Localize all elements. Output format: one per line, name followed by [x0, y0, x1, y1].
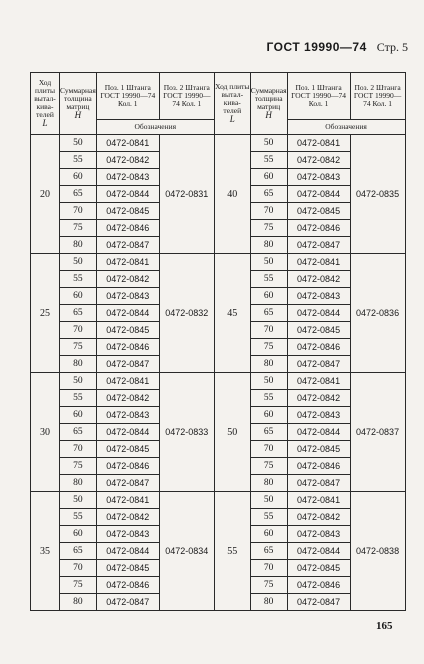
poz1-code-left: 0472-0841 [96, 254, 159, 271]
poz1-code-right: 0472-0842 [287, 390, 350, 407]
hod-value-left: 30 [31, 373, 60, 492]
poz1-code-right: 0472-0844 [287, 543, 350, 560]
thickness-value-left: 65 [60, 186, 97, 203]
poz1-code-right: 0472-0843 [287, 407, 350, 424]
poz2-code-right: 0472-0836 [350, 254, 405, 373]
page-header [267, 40, 408, 55]
gost-number: ГОСТ 19990—74 [266, 40, 367, 54]
thickness-value-left: 80 [60, 475, 97, 492]
thickness-value-left: 65 [60, 424, 97, 441]
poz1-code-left: 0472-0843 [96, 288, 159, 305]
poz1-code-left: 0472-0846 [96, 220, 159, 237]
col-header-poz2-left: Поз. 2 Штанга ГОСТ 19990—74 Кол. 1 [159, 73, 214, 120]
poz1-code-right: 0472-0847 [287, 237, 350, 254]
poz1-code-right: 0472-0842 [287, 271, 350, 288]
table-row [31, 373, 406, 390]
thickness-value-right: 55 [250, 271, 287, 288]
poz1-code-right: 0472-0844 [287, 186, 350, 203]
thickness-value-left: 70 [60, 560, 97, 577]
hod-value-left: 35 [31, 492, 60, 611]
thickness-value-left: 50 [60, 373, 97, 390]
thickness-value-right: 55 [250, 152, 287, 169]
poz1-code-right: 0472-0841 [287, 492, 350, 509]
table-row [31, 135, 406, 152]
poz1-code-right: 0472-0845 [287, 322, 350, 339]
poz1-code-right: 0472-0847 [287, 475, 350, 492]
poz2-code-left: 0472-0834 [159, 492, 214, 611]
poz1-code-right: 0472-0843 [287, 169, 350, 186]
thickness-value-left: 65 [60, 543, 97, 560]
poz1-code-right: 0472-0846 [287, 458, 350, 475]
poz1-code-left: 0472-0843 [96, 526, 159, 543]
col-header-thickness-right: Суммарная толщина матриц H [250, 73, 287, 135]
poz1-code-left: 0472-0847 [96, 356, 159, 373]
thickness-value-right: 50 [250, 254, 287, 271]
poz1-code-left: 0472-0843 [96, 169, 159, 186]
poz1-code-left: 0472-0843 [96, 407, 159, 424]
gost-table [30, 72, 406, 611]
thickness-value-left: 70 [60, 203, 97, 220]
thickness-value-left: 70 [60, 441, 97, 458]
thickness-value-left: 80 [60, 594, 97, 611]
thickness-value-left: 70 [60, 322, 97, 339]
poz1-code-right: 0472-0843 [287, 288, 350, 305]
thickness-value-left: 75 [60, 577, 97, 594]
poz1-code-left: 0472-0847 [96, 594, 159, 611]
poz1-code-left: 0472-0846 [96, 339, 159, 356]
thickness-value-right: 70 [250, 203, 287, 220]
poz1-code-right: 0472-0845 [287, 203, 350, 220]
poz1-code-right: 0472-0844 [287, 424, 350, 441]
poz1-code-right: 0472-0843 [287, 526, 350, 543]
poz1-code-right: 0472-0846 [287, 339, 350, 356]
thickness-value-right: 70 [250, 441, 287, 458]
thickness-value-right: 80 [250, 237, 287, 254]
poz2-code-right: 0472-0835 [350, 135, 405, 254]
thickness-value-left: 50 [60, 254, 97, 271]
thickness-value-right: 60 [250, 169, 287, 186]
poz1-code-left: 0472-0844 [96, 424, 159, 441]
hod-value-right: 40 [214, 135, 250, 254]
poz1-code-left: 0472-0841 [96, 492, 159, 509]
thickness-value-right: 60 [250, 526, 287, 543]
poz1-code-left: 0472-0845 [96, 322, 159, 339]
thickness-value-right: 75 [250, 577, 287, 594]
table-row [31, 254, 406, 271]
thickness-value-left: 60 [60, 288, 97, 305]
thickness-value-left: 60 [60, 169, 97, 186]
thickness-value-right: 65 [250, 186, 287, 203]
poz1-code-left: 0472-0844 [96, 186, 159, 203]
thickness-value-right: 80 [250, 356, 287, 373]
poz1-code-right: 0472-0844 [287, 305, 350, 322]
thickness-value-left: 80 [60, 237, 97, 254]
thickness-value-left: 75 [60, 339, 97, 356]
hod-value-right: 55 [214, 492, 250, 611]
thickness-value-right: 65 [250, 424, 287, 441]
thickness-value-right: 50 [250, 373, 287, 390]
thickness-value-right: 70 [250, 560, 287, 577]
poz1-code-left: 0472-0842 [96, 271, 159, 288]
thickness-value-right: 65 [250, 543, 287, 560]
thickness-value-right: 75 [250, 458, 287, 475]
poz2-code-left: 0472-0832 [159, 254, 214, 373]
poz1-code-right: 0472-0845 [287, 441, 350, 458]
thickness-value-right: 75 [250, 339, 287, 356]
poz1-code-left: 0472-0841 [96, 373, 159, 390]
poz2-code-left: 0472-0833 [159, 373, 214, 492]
col-header-hod-right: Ход плиты вытал- кивa- телей L [214, 73, 250, 135]
thickness-value-left: 55 [60, 271, 97, 288]
table-row [31, 492, 406, 509]
thickness-value-right: 70 [250, 322, 287, 339]
col-header-poz1-left: Поз. 1 Штанга ГОСТ 19990—74 Кол. 1 [96, 73, 159, 120]
hod-value-left: 20 [31, 135, 60, 254]
poz1-code-left: 0472-0845 [96, 203, 159, 220]
poz1-code-right: 0472-0841 [287, 254, 350, 271]
thickness-value-right: 50 [250, 492, 287, 509]
poz2-code-right: 0472-0837 [350, 373, 405, 492]
poz1-code-right: 0472-0846 [287, 577, 350, 594]
hod-value-right: 45 [214, 254, 250, 373]
poz2-code-left: 0472-0831 [159, 135, 214, 254]
poz1-code-left: 0472-0842 [96, 390, 159, 407]
page-number: 165 [376, 620, 393, 632]
col-header-designation-left: Обозначения [96, 120, 214, 135]
poz1-code-right: 0472-0841 [287, 135, 350, 152]
poz1-code-left: 0472-0846 [96, 458, 159, 475]
thickness-value-right: 55 [250, 390, 287, 407]
col-header-poz1-right: Поз. 1 Штанга ГОСТ 19990—74 Кол. 1 [287, 73, 350, 120]
thickness-value-left: 75 [60, 458, 97, 475]
poz1-code-right: 0472-0842 [287, 152, 350, 169]
thickness-value-left: 60 [60, 407, 97, 424]
page-label: Стр. 5 [376, 40, 408, 54]
poz1-code-right: 0472-0845 [287, 560, 350, 577]
poz1-code-left: 0472-0844 [96, 305, 159, 322]
thickness-value-right: 75 [250, 220, 287, 237]
poz1-code-left: 0472-0842 [96, 152, 159, 169]
poz1-code-right: 0472-0842 [287, 509, 350, 526]
poz1-code-left: 0472-0844 [96, 543, 159, 560]
thickness-value-left: 55 [60, 390, 97, 407]
poz1-code-left: 0472-0845 [96, 441, 159, 458]
thickness-value-right: 50 [250, 135, 287, 152]
poz1-code-left: 0472-0845 [96, 560, 159, 577]
thickness-value-left: 80 [60, 356, 97, 373]
hod-value-right: 50 [214, 373, 250, 492]
thickness-value-left: 50 [60, 135, 97, 152]
col-header-poz2-right: Поз. 2 Штанга ГОСТ 19990—74 Кол. 1 [350, 73, 405, 120]
thickness-value-right: 60 [250, 407, 287, 424]
thickness-value-right: 80 [250, 594, 287, 611]
thickness-value-left: 75 [60, 220, 97, 237]
col-header-designation-right: Обозначения [287, 120, 405, 135]
thickness-value-right: 60 [250, 288, 287, 305]
thickness-value-left: 60 [60, 526, 97, 543]
poz1-code-left: 0472-0842 [96, 509, 159, 526]
poz1-code-left: 0472-0846 [96, 577, 159, 594]
thickness-value-left: 55 [60, 509, 97, 526]
poz1-code-left: 0472-0847 [96, 237, 159, 254]
hod-value-left: 25 [31, 254, 60, 373]
poz1-code-left: 0472-0841 [96, 135, 159, 152]
poz1-code-left: 0472-0847 [96, 475, 159, 492]
poz1-code-right: 0472-0847 [287, 356, 350, 373]
thickness-value-left: 55 [60, 152, 97, 169]
thickness-value-right: 65 [250, 305, 287, 322]
thickness-value-left: 50 [60, 492, 97, 509]
poz1-code-right: 0472-0841 [287, 373, 350, 390]
thickness-value-right: 80 [250, 475, 287, 492]
poz2-code-right: 0472-0838 [350, 492, 405, 611]
thickness-value-right: 55 [250, 509, 287, 526]
poz1-code-right: 0472-0847 [287, 594, 350, 611]
poz1-code-right: 0472-0846 [287, 220, 350, 237]
thickness-value-left: 65 [60, 305, 97, 322]
col-header-thickness-left: Суммарная толщина матриц H [60, 73, 97, 135]
col-header-hod-left: Ход плиты вытал- кивa- телей L [31, 73, 60, 135]
